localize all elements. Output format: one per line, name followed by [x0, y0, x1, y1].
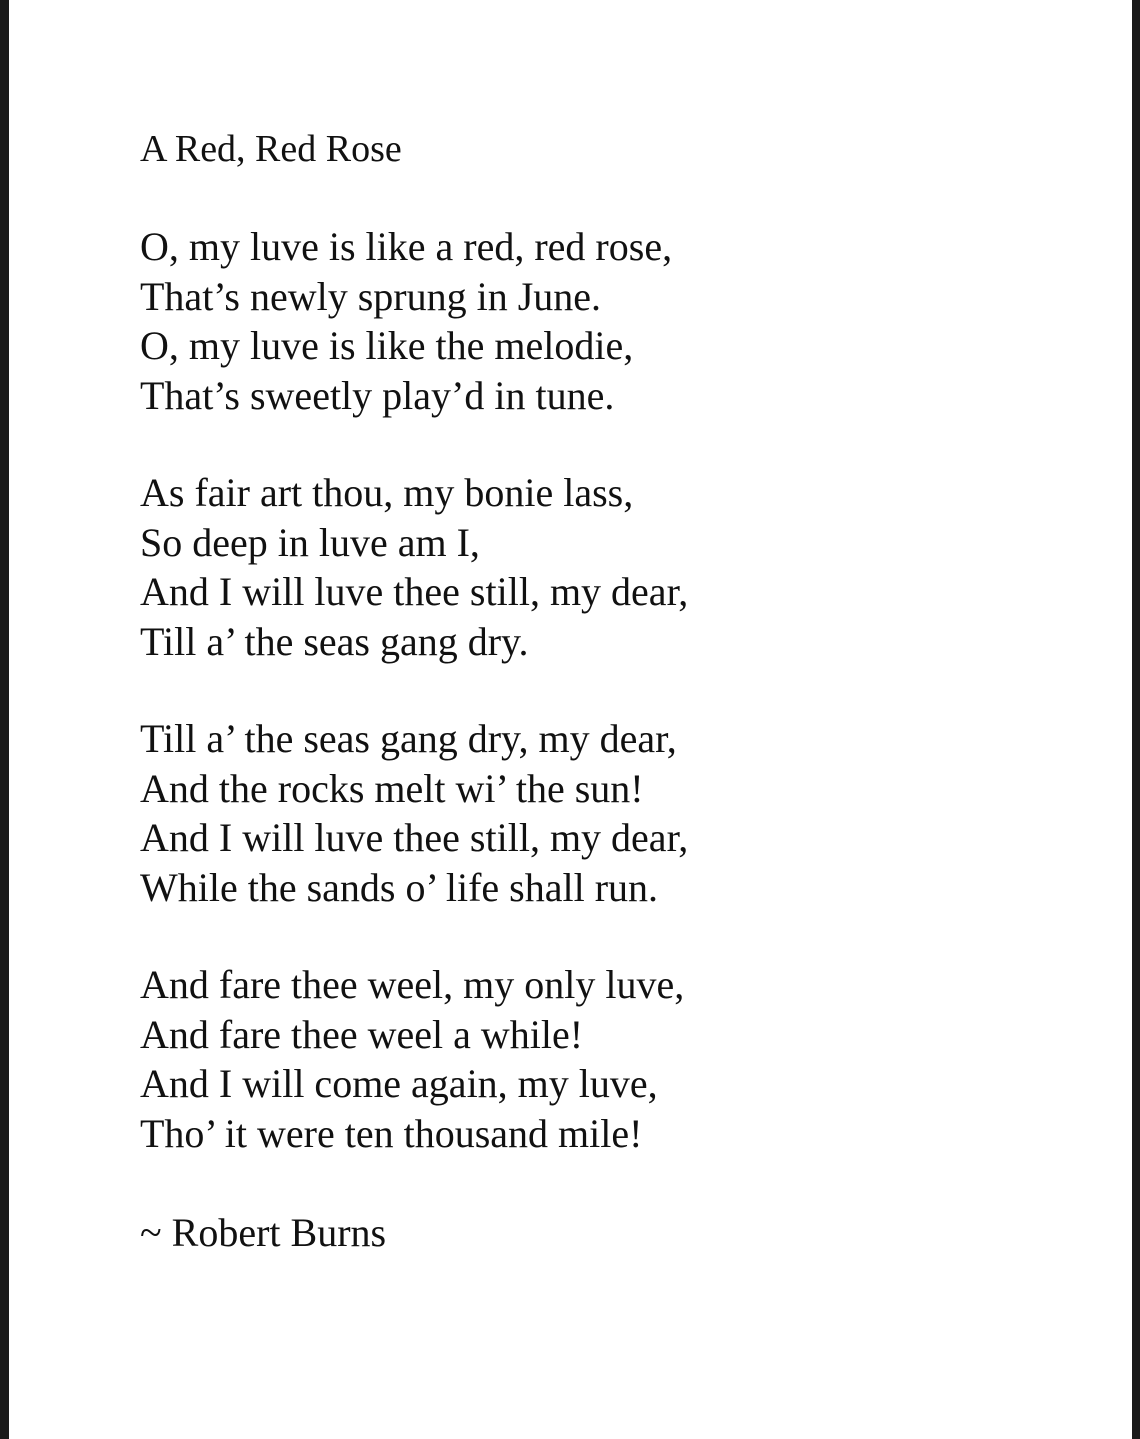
poem-line: And fare thee weel a while!: [140, 1011, 584, 1057]
poem-line: While the sands o’ life shall run.: [140, 864, 659, 910]
poem-line: So deep in luve am I,: [140, 519, 480, 565]
stanza: [140, 714, 688, 912]
poem-line: That’s sweetly play’d in tune.: [140, 372, 615, 418]
stanza: [140, 960, 688, 1158]
poem-line: And I will come again, my luve,: [140, 1061, 658, 1106]
stanza: [140, 222, 688, 420]
poem-line: Tho’ it were ten thousand mile!: [140, 1110, 643, 1156]
poem-line: And the rocks melt wi’ the sun!: [140, 765, 644, 811]
poem-line: O, my luve is like the melodie,: [140, 323, 634, 368]
poem-line: And I will luve thee still, my dear,: [140, 815, 689, 860]
poem-line: That’s newly sprung in June.: [140, 273, 602, 319]
poem-title: A Red, Red Rose: [140, 128, 402, 170]
poem-line: And I will luve thee still, my dear,: [140, 569, 689, 614]
poem-line: And fare thee weel, my only luve,: [140, 962, 685, 1007]
page-left-border: [0, 0, 9, 1439]
poem-author: ~ Robert Burns: [140, 1210, 387, 1255]
poem-line: Till a’ the seas gang dry.: [140, 618, 529, 664]
poem: [140, 124, 688, 1258]
poem-line: As fair art thou, my bonie lass,: [140, 470, 634, 515]
page-right-border: [1132, 0, 1140, 1439]
stanza: [140, 468, 688, 666]
poem-line: O, my luve is like a red, red rose,: [140, 224, 673, 269]
poem-line: Till a’ the seas gang dry, my dear,: [140, 716, 677, 761]
